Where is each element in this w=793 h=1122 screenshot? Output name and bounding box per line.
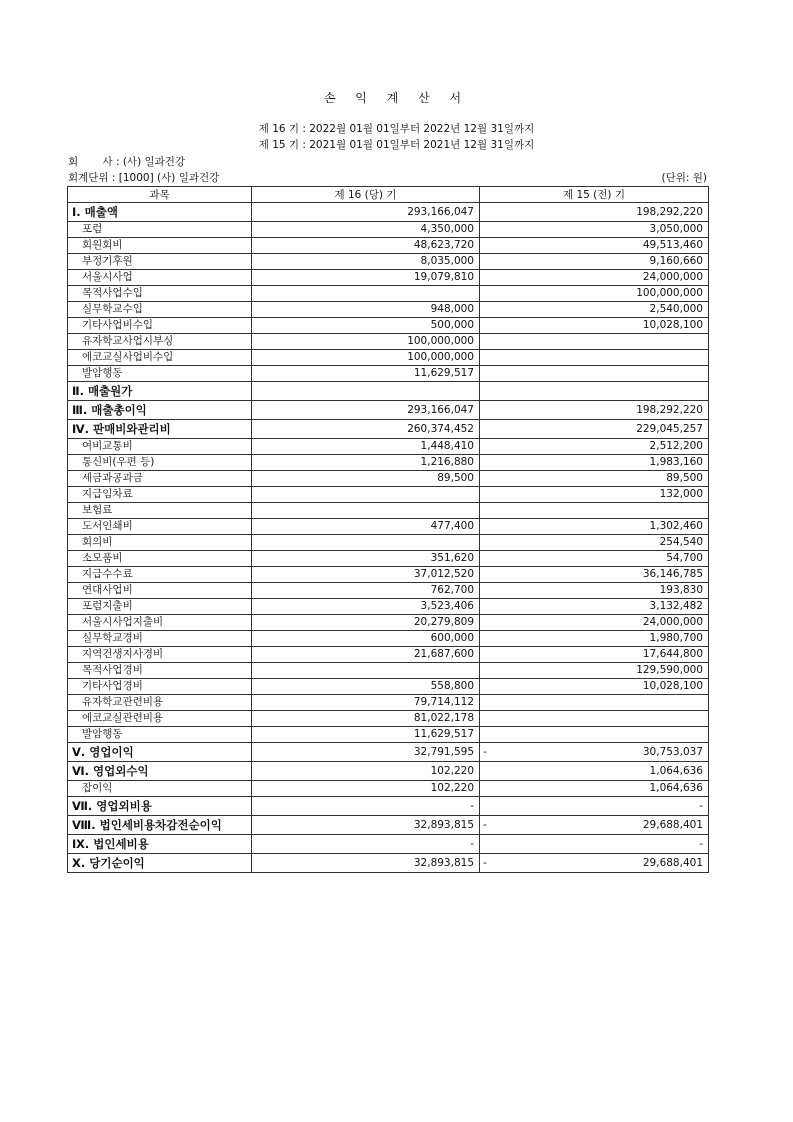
previous-amount-cell: [480, 471, 709, 487]
current-amount-cell: [252, 222, 480, 238]
previous-amount: 24,000,000: [642, 271, 703, 283]
current-amount-cell: [252, 551, 480, 567]
current-amount-cell: [252, 535, 480, 551]
previous-amount: 29,688,401: [642, 819, 703, 831]
previous-amount-cell: [480, 631, 709, 647]
previous-amount-cell: [480, 254, 709, 270]
previous-amount-cell: [480, 519, 709, 535]
account-label: 발암행동: [68, 727, 252, 743]
section-row: [68, 420, 709, 439]
account-label: 기타사업비수입: [68, 318, 252, 334]
table-row: [68, 350, 709, 366]
table-row: [68, 599, 709, 615]
previous-amount-cell: [480, 567, 709, 583]
previous-amount: 100,000,000: [636, 287, 703, 299]
previous-amount-cell: [480, 695, 709, 711]
table-row: [68, 551, 709, 567]
table-row: [68, 318, 709, 334]
previous-amount: -: [699, 838, 703, 850]
previous-amount-cell: [480, 762, 709, 781]
header-account: 과목: [68, 187, 252, 203]
table-row: [68, 727, 709, 743]
table-row: [68, 679, 709, 695]
current-amount: 32,893,815: [413, 819, 474, 831]
current-amount-cell: [252, 286, 480, 302]
previous-amount: 2,540,000: [649, 303, 703, 315]
current-amount: 32,791,595: [413, 746, 474, 758]
table-row: [68, 503, 709, 519]
current-amount: 79,714,112: [413, 696, 474, 708]
account-label: Ⅱ. 매출원가: [68, 382, 252, 401]
previous-amount: 1,064,636: [649, 782, 703, 794]
previous-amount-cell: [480, 535, 709, 551]
previous-amount-cell: [480, 366, 709, 382]
table-row: [68, 583, 709, 599]
current-amount-cell: [252, 711, 480, 727]
current-amount: 293,166,047: [407, 404, 474, 416]
account-label: 실무학교경비: [68, 631, 252, 647]
account-label: 목적사업수입: [68, 286, 252, 302]
income-statement-table: [67, 186, 709, 873]
previous-amount-cell: [480, 302, 709, 318]
account-label: Ⅳ. 판매비와관리비: [68, 420, 252, 439]
section-row: [68, 797, 709, 816]
account-label: 여비교통비: [68, 439, 252, 455]
current-amount: 477,400: [430, 520, 474, 532]
current-amount-cell: [252, 420, 480, 439]
previous-amount-cell: [480, 439, 709, 455]
current-amount: 4,350,000: [420, 223, 474, 235]
account-label: 잡이익: [68, 781, 252, 797]
previous-amount: 24,000,000: [642, 616, 703, 628]
current-amount-cell: [252, 439, 480, 455]
previous-amount: 193,830: [659, 584, 703, 596]
previous-amount: 198,292,220: [636, 206, 703, 218]
company-line: 회 사 : (사) 일과건강: [68, 156, 186, 168]
table-row: [68, 781, 709, 797]
previous-amount: 132,000: [659, 488, 703, 500]
current-amount-cell: [252, 599, 480, 615]
previous-amount: 54,700: [666, 552, 703, 564]
previous-amount-cell: [480, 382, 709, 401]
previous-amount: 30,753,037: [642, 746, 703, 758]
current-amount: 3,523,406: [420, 600, 474, 612]
account-label: 보험료: [68, 503, 252, 519]
current-amount-cell: [252, 567, 480, 583]
negative-sign: -: [483, 819, 487, 831]
current-amount-cell: [252, 401, 480, 420]
negative-sign: -: [483, 857, 487, 869]
account-label: Ⅵ. 영업외수익: [68, 762, 252, 781]
account-label: 에코교실사업비수입: [68, 350, 252, 366]
table-row: [68, 238, 709, 254]
current-amount-cell: [252, 455, 480, 471]
current-amount-cell: [252, 318, 480, 334]
account-label: 서울시사업: [68, 270, 252, 286]
current-amount-cell: [252, 727, 480, 743]
account-label: Ⅲ. 매출총이익: [68, 401, 252, 420]
section-row: [68, 401, 709, 420]
account-label: 소모품비: [68, 551, 252, 567]
table-row: [68, 334, 709, 350]
section-row: [68, 835, 709, 854]
current-amount: 351,620: [430, 552, 474, 564]
accounting-unit-line: 회계단위 : [1000] (사) 일과건강: [68, 172, 220, 184]
current-amount: 293,166,047: [407, 206, 474, 218]
previous-amount: 29,688,401: [642, 857, 703, 869]
account-label: 도서인쇄비: [68, 519, 252, 535]
document-title: 손 익 계 산 서: [323, 91, 470, 105]
current-amount-cell: [252, 762, 480, 781]
previous-amount-cell: [480, 420, 709, 439]
previous-amount-cell: [480, 551, 709, 567]
table-header-row: [68, 187, 709, 203]
current-amount-cell: [252, 816, 480, 835]
current-amount: 260,374,452: [407, 423, 474, 435]
previous-amount: 10,028,100: [642, 319, 703, 331]
previous-amount-cell: [480, 583, 709, 599]
table-row: [68, 615, 709, 631]
previous-amount-cell: [480, 647, 709, 663]
table-row: [68, 286, 709, 302]
account-label: 에코교실관련비용: [68, 711, 252, 727]
table-row: [68, 695, 709, 711]
current-amount: 500,000: [430, 319, 474, 331]
table-row: [68, 519, 709, 535]
table-row: [68, 222, 709, 238]
previous-amount-cell: [480, 615, 709, 631]
current-amount-cell: [252, 631, 480, 647]
table-row: [68, 535, 709, 551]
current-amount-cell: [252, 203, 480, 222]
previous-amount-cell: [480, 318, 709, 334]
current-amount-cell: [252, 695, 480, 711]
previous-amount: 36,146,785: [642, 568, 703, 580]
account-label: Ⅸ. 법인세비용: [68, 835, 252, 854]
current-amount-cell: [252, 366, 480, 382]
current-amount-cell: [252, 382, 480, 401]
current-amount: 48,623,720: [413, 239, 474, 251]
current-amount: 100,000,000: [407, 351, 474, 363]
table-row: [68, 631, 709, 647]
current-amount: 89,500: [437, 472, 474, 484]
header-previous-period: 제 15 (전) 기: [480, 187, 709, 203]
account-label: 지급임차료: [68, 487, 252, 503]
previous-amount: 9,160,660: [649, 255, 703, 267]
previous-amount: 49,513,460: [642, 239, 703, 251]
account-label: 발암행동: [68, 366, 252, 382]
account-label: 기타사업경비: [68, 679, 252, 695]
previous-amount-cell: [480, 203, 709, 222]
previous-amount: 3,132,482: [649, 600, 703, 612]
current-amount-cell: [252, 583, 480, 599]
account-label: 실무학교수입: [68, 302, 252, 318]
previous-amount: 198,292,220: [636, 404, 703, 416]
previous-amount-cell: [480, 711, 709, 727]
current-amount: 102,220: [430, 782, 474, 794]
current-amount: -: [470, 838, 474, 850]
table-row: [68, 439, 709, 455]
previous-amount: 2,512,200: [649, 440, 703, 452]
current-amount: 102,220: [430, 765, 474, 777]
account-label: 유자학교사업시부싱: [68, 334, 252, 350]
table-body: [68, 203, 709, 873]
current-amount-cell: [252, 743, 480, 762]
previous-amount-cell: [480, 238, 709, 254]
previous-amount: 129,590,000: [636, 664, 703, 676]
account-label: 목적사업경비: [68, 663, 252, 679]
previous-amount-cell: [480, 222, 709, 238]
table-row: [68, 270, 709, 286]
current-amount-cell: [252, 797, 480, 816]
current-amount: -: [470, 800, 474, 812]
account-label: 포럼: [68, 222, 252, 238]
previous-amount-cell: [480, 835, 709, 854]
previous-amount: 254,540: [659, 536, 703, 548]
section-row: [68, 743, 709, 762]
table-row: [68, 254, 709, 270]
account-label: Ⅶ. 영업외비용: [68, 797, 252, 816]
current-amount: 21,687,600: [413, 648, 474, 660]
previous-amount: 1,983,160: [649, 456, 703, 468]
account-label: 회원회비: [68, 238, 252, 254]
section-row: [68, 203, 709, 222]
current-amount: 1,448,410: [420, 440, 474, 452]
previous-amount-cell: [480, 599, 709, 615]
current-amount-cell: [252, 471, 480, 487]
table-row: [68, 487, 709, 503]
table-row: [68, 455, 709, 471]
previous-amount: 89,500: [666, 472, 703, 484]
currency-note: (단위: 원): [661, 172, 707, 184]
section-row: [68, 854, 709, 873]
previous-amount-cell: [480, 401, 709, 420]
account-label: 유자학교관련비용: [68, 695, 252, 711]
current-amount: 762,700: [430, 584, 474, 596]
current-amount: 81,022,178: [413, 712, 474, 724]
previous-amount: 1,064,636: [649, 765, 703, 777]
previous-amount: -: [699, 800, 703, 812]
current-amount-cell: [252, 254, 480, 270]
table-row: [68, 567, 709, 583]
current-amount: 20,279,809: [413, 616, 474, 628]
previous-amount-cell: [480, 854, 709, 873]
table-row: [68, 302, 709, 318]
account-label: 세금과공과금: [68, 471, 252, 487]
account-label: Ⅰ. 매출액: [68, 203, 252, 222]
account-label: 지급수수료: [68, 567, 252, 583]
period-previous: 제 15 기 : 2021월 01월 01일부터 2021년 12월 31일까지: [258, 139, 535, 151]
previous-amount: 1,302,460: [649, 520, 703, 532]
current-amount: 948,000: [430, 303, 474, 315]
previous-amount-cell: [480, 286, 709, 302]
table-row: [68, 663, 709, 679]
account-label: 연대사업비: [68, 583, 252, 599]
previous-amount-cell: [480, 781, 709, 797]
table-row: [68, 366, 709, 382]
current-amount: 19,079,810: [413, 271, 474, 283]
table-row: [68, 647, 709, 663]
current-amount: 600,000: [430, 632, 474, 644]
table-row: [68, 711, 709, 727]
section-row: [68, 382, 709, 401]
account-label: Ⅹ. 당기순이익: [68, 854, 252, 873]
section-row: [68, 816, 709, 835]
account-label: 회의비: [68, 535, 252, 551]
account-label: Ⅷ. 법인세비용차감전순이익: [68, 816, 252, 835]
previous-amount: 1,980,700: [649, 632, 703, 644]
previous-amount-cell: [480, 350, 709, 366]
current-amount-cell: [252, 781, 480, 797]
current-amount-cell: [252, 663, 480, 679]
current-amount-cell: [252, 350, 480, 366]
previous-amount-cell: [480, 679, 709, 695]
period-current: 제 16 기 : 2022월 01월 01일부터 2022년 12월 31일까지: [258, 123, 535, 135]
previous-amount: 229,045,257: [636, 423, 703, 435]
current-amount-cell: [252, 854, 480, 873]
negative-sign: -: [483, 746, 487, 758]
account-label: 포럼지출비: [68, 599, 252, 615]
current-amount-cell: [252, 519, 480, 535]
current-amount-cell: [252, 503, 480, 519]
current-amount-cell: [252, 679, 480, 695]
current-amount: 8,035,000: [420, 255, 474, 267]
current-amount-cell: [252, 238, 480, 254]
current-amount-cell: [252, 334, 480, 350]
current-amount: 11,629,517: [413, 367, 474, 379]
account-label: 서울시사업지출비: [68, 615, 252, 631]
current-amount: 37,012,520: [413, 568, 474, 580]
current-amount-cell: [252, 647, 480, 663]
current-amount-cell: [252, 487, 480, 503]
previous-amount-cell: [480, 727, 709, 743]
account-label: Ⅴ. 영업이익: [68, 743, 252, 762]
previous-amount-cell: [480, 743, 709, 762]
previous-amount: 17,644,800: [642, 648, 703, 660]
current-amount-cell: [252, 270, 480, 286]
previous-amount-cell: [480, 797, 709, 816]
current-amount: 558,800: [430, 680, 474, 692]
previous-amount-cell: [480, 663, 709, 679]
previous-amount-cell: [480, 270, 709, 286]
account-label: 부정기후원: [68, 254, 252, 270]
previous-amount-cell: [480, 503, 709, 519]
previous-amount-cell: [480, 334, 709, 350]
previous-amount-cell: [480, 487, 709, 503]
current-amount-cell: [252, 835, 480, 854]
previous-amount: 10,028,100: [642, 680, 703, 692]
current-amount: 100,000,000: [407, 335, 474, 347]
previous-amount: 3,050,000: [649, 223, 703, 235]
current-amount: 32,893,815: [413, 857, 474, 869]
current-amount-cell: [252, 615, 480, 631]
previous-amount-cell: [480, 455, 709, 471]
current-amount-cell: [252, 302, 480, 318]
section-row: [68, 762, 709, 781]
header-current-period: 제 16 (당) 기: [252, 187, 480, 203]
previous-amount-cell: [480, 816, 709, 835]
account-label: 통신비(우편 등): [68, 455, 252, 471]
current-amount: 11,629,517: [413, 728, 474, 740]
account-label: 지역건생지사경비: [68, 647, 252, 663]
table-row: [68, 471, 709, 487]
current-amount: 1,216,880: [420, 456, 474, 468]
